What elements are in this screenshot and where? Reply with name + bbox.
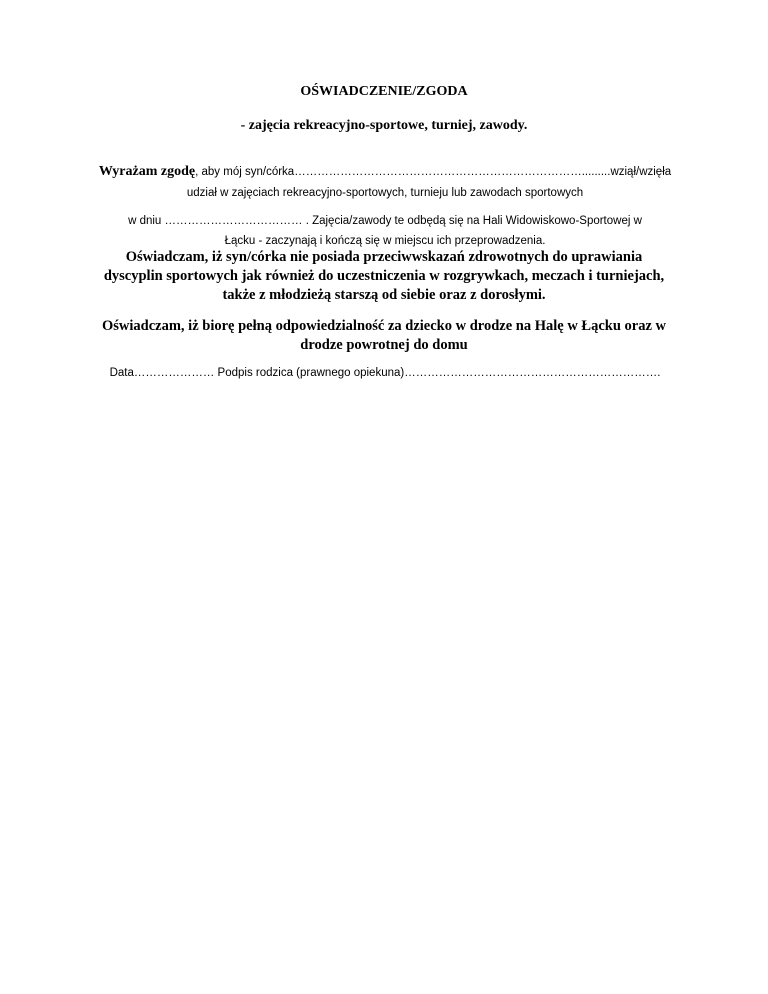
health-declaration: Oświadczam, iż syn/córka nie posiada przeciwwskazań zdrowotnych do uprawiania dyscyplin sportowych jak również do uczestniczenia w rozgrywkach, meczach i turniejach, także z młodzieżą starszą od siebie oraz z dorosłymi. [103,249,665,303]
date-paragraph [90,211,680,251]
consent-paragraph [90,161,680,204]
consent-line-1 [90,161,680,183]
date-line-1: w dniu ……………………………… . Zajęcia/zawody te odbędą się na Hali Widowiskowo-Sportowej w [128,215,642,227]
document-subtitle: - zajęcia rekreacyjno-sportowe, turniej, zawody. [240,118,528,133]
signature-line: Data………………… Podpis rodzica (prawnego opiekuna)…………………………………………………………. [109,367,661,379]
document-title: OŚWIADCZENIE/ZGODA [300,84,468,99]
responsibility-declaration: Oświadczam, iż biorę pełną odpowiedzialność za dziecko w drodze na Halę w Łącku oraz w drodze powrotnej do domu [102,318,666,353]
consent-lead: Wyrażam zgodę [98,164,196,179]
consent-line-2: udział w zajęciach rekreacyjno-sportowych, turnieju lub zawodach sportowych [186,187,584,199]
consent-text-1: , aby mój syn/córka………………………………………………………………….........wziął/wzięła [195,166,672,178]
date-line-2: Łącku - zaczynają i kończą się w miejscu ich przeprowadzenia. [224,235,546,247]
